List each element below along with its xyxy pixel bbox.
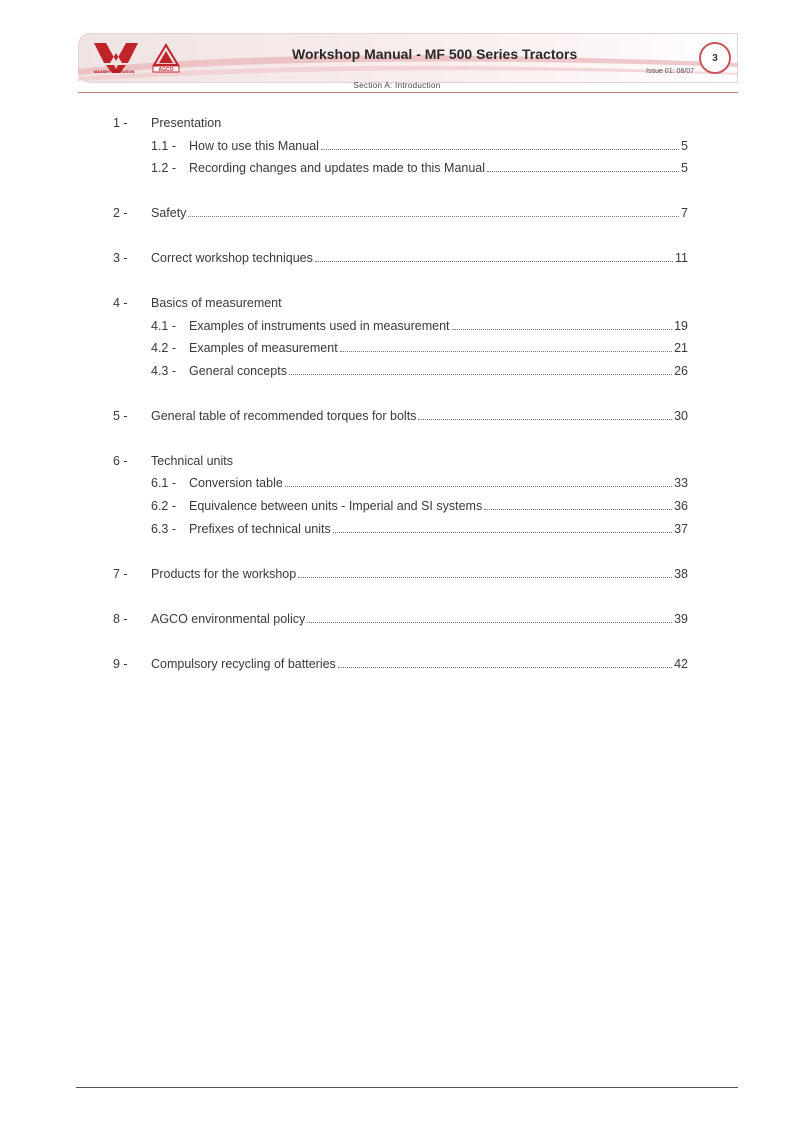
toc-entry-page: 5 [681, 161, 688, 175]
toc-entry[interactable] [0, 452, 794, 470]
toc-entry-page: 5 [681, 139, 688, 153]
toc-entry-page: 36 [674, 499, 688, 513]
issue-label: Issue 01: 08/07 [646, 68, 694, 75]
toc-dot-leader [188, 204, 679, 217]
toc-entry[interactable] [0, 610, 794, 628]
toc-dot-leader [484, 497, 672, 510]
toc-entry-number: 7 - [113, 567, 128, 581]
toc-entry-title: AGCO environmental policy [151, 612, 306, 626]
toc-entry-number: 4 - [113, 296, 128, 310]
toc-entry-number: 4.3 - [151, 364, 177, 378]
toc-entry-page: 39 [674, 612, 688, 626]
toc-entry-page: 7 [681, 206, 688, 220]
toc-entry-title: Equivalence between units - Imperial and SI systems [189, 499, 483, 513]
toc-entry-number: 6.2 - [151, 499, 177, 513]
toc-dot-leader [333, 520, 672, 533]
toc-entry-page: 37 [674, 522, 688, 536]
toc-entry-title: Basics of measurement [151, 296, 282, 310]
toc-entry-title: Examples of measurement [189, 341, 338, 355]
toc-entry-number: 1.2 - [151, 161, 177, 175]
toc-entry-line [151, 655, 688, 673]
toc-entry-number: 6.1 - [151, 476, 177, 490]
toc-entry-line [151, 294, 688, 312]
toc-entry[interactable] [0, 497, 794, 515]
toc-entry[interactable] [0, 204, 794, 222]
toc-entry-line [189, 497, 688, 515]
toc-dot-leader [452, 317, 673, 330]
toc-entry-line [189, 520, 688, 538]
toc-entry-title: Products for the workshop [151, 567, 297, 581]
toc-entry-line [189, 137, 688, 155]
toc-entry-line [151, 249, 688, 267]
toc-entry-line [189, 339, 688, 357]
toc-dot-leader [285, 474, 672, 487]
toc-entry-page: 33 [674, 476, 688, 490]
toc-entry[interactable] [0, 114, 794, 132]
toc-entry-number: 6 - [113, 454, 128, 468]
toc-dot-leader [338, 655, 672, 668]
toc-entry-title: Correct workshop techniques [151, 251, 313, 265]
toc-entry-number: 5 - [113, 409, 128, 423]
toc-entry-line [189, 159, 688, 177]
toc-dot-leader [289, 362, 672, 375]
toc-entry[interactable] [0, 137, 794, 155]
toc-entry-page: 11 [675, 251, 688, 265]
toc-entry-title: Examples of instruments used in measurement [189, 319, 450, 333]
toc-entry-number: 9 - [113, 657, 128, 671]
toc-entry-page: 42 [674, 657, 688, 671]
page-header [78, 33, 738, 83]
toc-entry-number: 6.3 - [151, 522, 177, 536]
header-divider [78, 92, 738, 93]
footer-divider [76, 1087, 738, 1088]
toc-entry[interactable] [0, 249, 794, 267]
toc-dot-leader [340, 339, 672, 352]
toc-entry-title: Conversion table [189, 476, 283, 490]
toc-entry[interactable] [0, 474, 794, 492]
toc-entry-line [151, 610, 688, 628]
toc-entry-title: Recording changes and updates made to this Manual [189, 161, 486, 175]
toc-entry-title: Prefixes of technical units [189, 522, 331, 536]
toc-entry-number: 8 - [113, 612, 128, 626]
section-label: Section A: Introduction [353, 81, 441, 90]
toc-entry-number: 3 - [113, 251, 128, 265]
toc-entry[interactable] [0, 520, 794, 538]
toc-entry-title: General table of recommended torques for bolts [151, 409, 417, 423]
toc-dot-leader [418, 407, 672, 420]
agco-logo-label: AGCO [158, 67, 174, 73]
toc-entry-page: 19 [674, 319, 688, 333]
toc-entry-line [189, 474, 688, 492]
toc-entry-title: General concepts [189, 364, 287, 378]
toc-entry[interactable] [0, 655, 794, 673]
toc-entry-line [189, 317, 688, 335]
massey-ferguson-logo-text: MASSEY FERGUSON [93, 69, 135, 74]
toc-entry-line [151, 204, 688, 222]
toc-entry[interactable] [0, 339, 794, 357]
toc-dot-leader [321, 137, 679, 150]
toc-dot-leader [298, 565, 672, 578]
toc-entry-page: 38 [674, 567, 688, 581]
agco-logo-icon [152, 43, 180, 73]
toc-entry-number: 4.1 - [151, 319, 177, 333]
toc-entry[interactable] [0, 407, 794, 425]
page-title: Workshop Manual - MF 500 Series Tractors [292, 46, 578, 62]
toc-entry-line [151, 452, 688, 470]
toc-entry-title: Presentation [151, 116, 222, 130]
toc-entry-title: Technical units [151, 454, 233, 468]
toc-entry-title: Compulsory recycling of batteries [151, 657, 336, 671]
toc-entry-page: 26 [674, 364, 688, 378]
toc-entry-number: 2 - [113, 206, 128, 220]
toc-entry[interactable] [0, 317, 794, 335]
page-number-badge: 3 [699, 42, 731, 74]
toc-entry[interactable] [0, 565, 794, 583]
toc-entry-number: 4.2 - [151, 341, 177, 355]
toc-entry-title: How to use this Manual [189, 139, 319, 153]
toc-entry-line [151, 565, 688, 583]
toc-entry-page: 21 [674, 341, 688, 355]
toc-dot-leader [307, 610, 672, 623]
toc-entry-line [151, 407, 688, 425]
toc-entry-line [189, 362, 688, 380]
toc-entry-line [151, 114, 688, 132]
toc-entry[interactable] [0, 294, 794, 312]
toc-entry[interactable] [0, 362, 794, 380]
toc-dot-leader [315, 249, 673, 262]
toc-entry[interactable] [0, 159, 794, 177]
toc-entry-number: 1 - [113, 116, 128, 130]
toc-entry-title: Safety [151, 206, 187, 220]
toc-dot-leader [487, 159, 679, 172]
toc-entry-page: 30 [674, 409, 688, 423]
toc-entry-number: 1.1 - [151, 139, 177, 153]
